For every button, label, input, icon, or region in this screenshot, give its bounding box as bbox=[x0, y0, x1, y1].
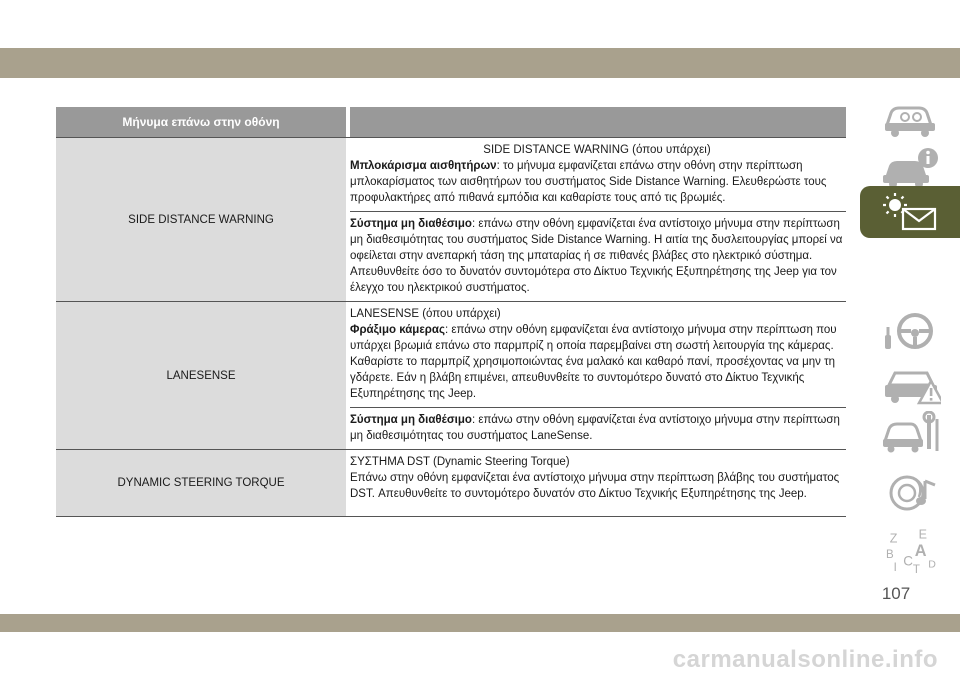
index-letter: A bbox=[914, 541, 927, 560]
row-block bbox=[350, 211, 846, 301]
block-title: SIDE DISTANCE WARNING (όπου υπάρχει) bbox=[483, 144, 711, 156]
table-row bbox=[56, 449, 846, 516]
header-cell-message: Μήνυμα επάνω στην οθόνη bbox=[56, 107, 346, 137]
messages-table bbox=[56, 107, 846, 517]
block-text: : επάνω στην οθόνη εμφανίζεται ένα αντίστοιχο μήνυμα στην περίπτωση που υπάρχει βρωμιά επάνω στο παρμπρίζ η οποία παρεμβαίνει στη σωστή λειτουργία της κάμερας. Καθαρίστε το παρμπρίζ χρησιμοποιώντας ένα μαλακό και καθαρό πανί, προσέχοντας να μην τη γδάρετε. Εάν η βλάβη επιμένει, απευθυνθείτε το συντομότερο δυνατό στο Δίκτυο Τεχνικής Εξυπηρέτησης της Jeep. bbox=[350, 324, 837, 400]
block-body bbox=[350, 216, 844, 296]
tab-car-emergency[interactable] bbox=[860, 358, 960, 410]
row-block bbox=[350, 450, 846, 516]
car-maintenance-tools-icon bbox=[879, 411, 941, 453]
row-block bbox=[350, 407, 846, 449]
steering-wheel-icon bbox=[879, 311, 941, 353]
row-content bbox=[346, 450, 846, 516]
watermark-text: carmanualsonline.info bbox=[672, 646, 938, 673]
block-body bbox=[350, 322, 844, 402]
block-text: : επάνω στην οθόνη εμφανίζεται ένα αντίστοιχο μήνυμα στην περίπτωση μη διαθεσιμότητας του συστήματος Side Distance Warning. Η αιτία της δυσλειτουργίας μπορεί να οφείλεται στην ανεπαρκή τάση της μπαταρίας ή σε πιθανές βλάβες στο ηλεκτρικό σύστημα. Απευθυνθείτε όσο το δυνατόν συντομότερα στο Δίκτυο Τεχνικής Εξυπηρέτησης της Jeep για τον έλεγχο του ηλεκτρικού συστήματος. bbox=[350, 218, 843, 294]
tab-alphabetical-index[interactable] bbox=[860, 526, 960, 578]
row-label: LANESENSE bbox=[56, 302, 346, 449]
index-letter: B bbox=[885, 548, 894, 561]
index-letter: C bbox=[903, 553, 913, 569]
block-body bbox=[350, 158, 844, 206]
block-text: Επάνω στην οθόνη εμφανίζεται ένα αντίστοιχο μήνυμα στην περίπτωση βλάβης του συστήματος DST. Απευθυνθείτε το συντομότερο δυνατόν στο Δίκτυο Τεχνικής Εξυπηρέτησης της Jeep. bbox=[350, 472, 840, 500]
block-text: : επάνω στην οθόνη εμφανίζεται ένα αντίστοιχο μήνυμα στην περίπτωση μη διαθεσιμότητας του συστήματος LaneSense. bbox=[350, 414, 840, 442]
page-top-margin bbox=[0, 0, 960, 48]
index-letter: E bbox=[918, 527, 927, 542]
page-number: 107 bbox=[881, 584, 911, 603]
index-letter: T bbox=[912, 564, 920, 577]
car-info-icon bbox=[879, 146, 941, 188]
row-label: DYNAMIC STEERING TORQUE bbox=[56, 450, 346, 516]
row-block bbox=[350, 302, 846, 407]
block-body bbox=[350, 412, 844, 444]
row-label: SIDE DISTANCE WARNING bbox=[56, 138, 346, 301]
index-letter: I bbox=[893, 562, 897, 575]
tab-car-maintenance[interactable] bbox=[860, 406, 960, 458]
table-bottom-rule bbox=[56, 516, 846, 517]
index-letter: D bbox=[928, 558, 936, 571]
table-row bbox=[56, 137, 846, 301]
tab-warning-lights-messages[interactable] bbox=[860, 186, 960, 238]
table-row bbox=[56, 301, 846, 449]
block-lead: Μπλοκάρισμα αισθητήρων bbox=[350, 160, 497, 172]
warning-light-message-icon bbox=[879, 191, 941, 233]
row-block bbox=[350, 138, 846, 211]
header-stripe bbox=[0, 48, 960, 78]
header-cell-empty bbox=[350, 107, 846, 137]
index-letter: Z bbox=[889, 531, 898, 546]
car-dashboard-icon bbox=[879, 95, 941, 137]
block-lead: Σύστημα μη διαθέσιμο bbox=[350, 414, 472, 426]
footer-stripe bbox=[0, 614, 960, 632]
row-content bbox=[346, 138, 846, 301]
block-title: ΣΥΣΤΗΜΑ DST (Dynamic Steering Torque) bbox=[350, 456, 570, 468]
row-content bbox=[346, 302, 846, 449]
tab-steering-wheel[interactable] bbox=[860, 306, 960, 358]
car-emergency-warning-icon bbox=[879, 363, 941, 405]
table-header bbox=[56, 107, 846, 137]
block-lead: Φράξιμο κάμερας bbox=[350, 324, 445, 336]
alphabetical-index-icon bbox=[879, 527, 941, 577]
multimedia-music-icon bbox=[879, 473, 941, 515]
block-lead: Σύστημα μη διαθέσιμο bbox=[350, 218, 472, 230]
tab-multimedia[interactable] bbox=[860, 468, 960, 520]
tab-car-dashboard[interactable] bbox=[860, 90, 960, 142]
block-text: : το μήνυμα εμφανίζεται επάνω στην οθόνη στην περίπτωση μπλοκαρίσματος των αισθητήρων του συστήματος Side Distance Warning. Ελευθερώστε τους προφυλακτήρες από πιθανά εμπόδια και καθαρίστε τους από τις βρωμιές. bbox=[350, 160, 827, 204]
block-title: LANESENSE (όπου υπάρχει) bbox=[350, 308, 501, 320]
